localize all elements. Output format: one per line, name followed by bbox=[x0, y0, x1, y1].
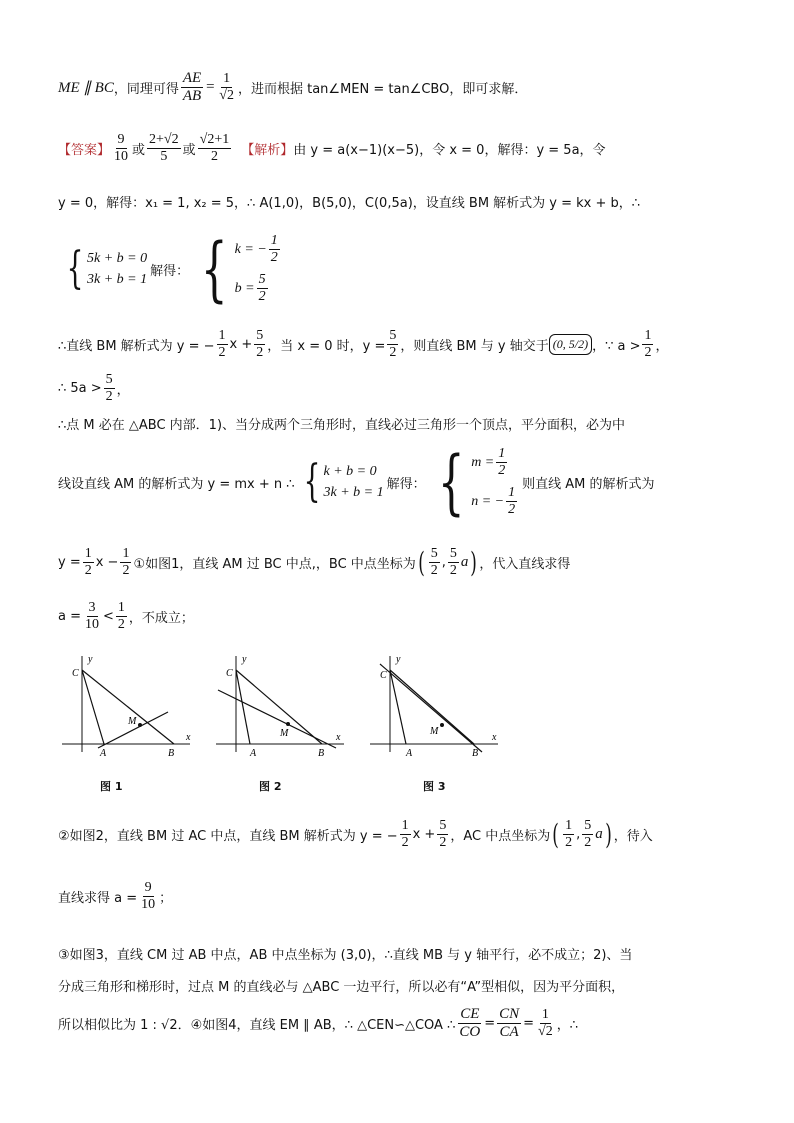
fig2-caption: 图 2 bbox=[259, 780, 282, 793]
line-10: a = $\frac{3}{10}$ < $\frac{1}{2}$ ，不成立； bbox=[58, 600, 194, 633]
svg-text:B: B bbox=[168, 748, 175, 759]
svg-text:A: A bbox=[100, 748, 107, 759]
svg-text:x: x bbox=[336, 732, 341, 743]
fraction-one-root2: $\frac{1}{√2}$ bbox=[219, 71, 234, 104]
svg-text:M: M bbox=[430, 726, 439, 737]
line-9: y = $\frac{1}{2}$ x − $\frac{1}{2}$ ①如图1，直线 AM 过 BC 中点,，BC 中点坐标为 ( $\frac{5}{2}$ , $\frac{5}{2}$ a ) ，代入直线求得 bbox=[58, 545, 571, 579]
line-8: 线设直线 AM 的解析式为 y = mx + n ∴ { k + b = 0 3k + b = 1 解得： { m = $\frac{1}{2}$ n = − $\frac{1}{2}$ 则直线 AM 的解析式为 bbox=[58, 441, 655, 524]
solution-system-2: { m = $\frac{1}{2}$ n = − $\frac{1}{2}$ bbox=[437, 441, 516, 524]
fig3-caption: 图 3 bbox=[423, 780, 446, 793]
answer-fraction-2: $\frac{2+√2}{5}$ bbox=[149, 132, 179, 165]
svg-text:C: C bbox=[380, 670, 387, 681]
line-1: ME ∥ BC ，同理可得 $\frac{AE}{AB}$ = $\frac{1}{√2}$ ，进而根据 tan∠MEN = tan∠CBO，即可求解． bbox=[58, 70, 528, 105]
svg-text:C: C bbox=[226, 668, 233, 679]
line-13: ③如图3，直线 CM 过 AB 中点，AB 中点坐标为 (3,0)，∴直线 MB 与 y 轴平行，必不成立；2)、当 bbox=[58, 948, 633, 963]
figure-1 bbox=[58, 652, 198, 762]
analysis-tag: 【解析】 bbox=[241, 143, 294, 159]
svg-text:x: x bbox=[492, 732, 497, 743]
equation-system-2: { k + b = 0 3k + b = 1 bbox=[303, 456, 384, 508]
svg-text:A: A bbox=[406, 748, 413, 759]
svg-text:x: x bbox=[186, 732, 191, 743]
fraction-ce-co: $\frac{CE}{CO}$ bbox=[459, 1006, 481, 1041]
figure-2 bbox=[212, 652, 352, 762]
svg-text:M: M bbox=[280, 728, 289, 739]
fig1-caption: 图 1 bbox=[100, 780, 123, 793]
line-7: ∴点 M 必在 △ABC 内部．1)、当分成两个三角形时，直线必过三角形一个顶点，平分面积，必为中 bbox=[58, 418, 626, 433]
svg-text:M: M bbox=[128, 716, 137, 727]
line-11: ②如图2，直线 BM 过 AC 中点，直线 BM 解析式为 y = − $\frac{1}{2}$ x + $\frac{5}{2}$ ，AC 中点坐标为 ( $\frac{1}{2}$ , $\frac{5}{2}$ a ) ，待入 bbox=[58, 817, 653, 851]
tan-text: ，进而根据 tan∠MEN = tan∠CBO，即可求解． bbox=[237, 82, 528, 98]
fraction-ae-ab: $\frac{AE}{AB}$ bbox=[182, 70, 202, 105]
line-5: ∴直线 BM 解析式为 y = − $\frac{1}{2}$ x + $\frac{5}{2}$ ，当 x = 0 时，y = $\frac{5}{2}$ ，则直线 BM 与 y 轴交于 (0, 5/2) ，∵ a > $\frac{1}{2}$ ， bbox=[58, 328, 669, 361]
answer-fraction-3: $\frac{√2+1}{2}$ bbox=[199, 132, 230, 165]
svg-text:B: B bbox=[318, 748, 325, 759]
fraction-one-root2-b: $\frac{1}{√2}$ bbox=[538, 1007, 553, 1040]
me-parallel-bc: ME ∥ BC bbox=[58, 80, 114, 97]
answer-line: 【答案】 $\frac{9}{10}$ 或 $\frac{2+√2}{5}$ 或 $\frac{√2+1}{2}$ 【解析】 由 y = a(x−1)(x−5)，令 x = 0，解得：y = 5a，令 bbox=[58, 132, 606, 165]
same-reason-text: ，同理可得 bbox=[113, 82, 179, 98]
svg-text:B: B bbox=[472, 748, 479, 759]
analysis-text: 由 y = a(x−1)(x−5)，令 x = 0，解得：y = 5a，令 bbox=[293, 143, 606, 159]
fraction-cn-ca: $\frac{CN}{CA}$ bbox=[499, 1006, 520, 1041]
figure-3 bbox=[366, 652, 506, 762]
system-1-line: { 5k + b = 0 3k + b = 1 解得： { k = − $\frac{1}{2}$ b = $\frac{5}{2}$ bbox=[58, 233, 285, 305]
answer-tag: 【答案】 bbox=[58, 143, 111, 159]
line-15: 所以相似比为 1 : √2．④如图4，直线 EM ∥ AB，∴ △CEN∽△COA ∴ $\frac{CE}{CO}$ = $\frac{CN}{CA}$ = $\frac{1}{√2}$ ，∴ bbox=[58, 1006, 578, 1041]
line-12: 直线求得 a = $\frac{9}{10}$ ； bbox=[58, 880, 173, 913]
equation-system-1: { 5k + b = 0 3k + b = 1 bbox=[66, 243, 148, 295]
answer-fraction-1: $\frac{9}{10}$ bbox=[114, 132, 129, 165]
svg-text:A: A bbox=[250, 748, 257, 759]
line-6: ∴ 5a > $\frac{5}{2}$ ， bbox=[58, 372, 130, 405]
svg-text:y: y bbox=[242, 654, 247, 665]
solution-system-1: { k = − $\frac{1}{2}$ b = $\frac{5}{2}$ bbox=[201, 228, 278, 311]
fig1-y-label: y bbox=[88, 654, 93, 665]
svg-text:y: y bbox=[396, 654, 401, 665]
y-intercept-point: (0, 5/2) bbox=[549, 334, 592, 355]
line-3: y = 0，解得：x₁ = 1, x₂ = 5，∴ A(1,0)，B(5,0)，C(0,5a)，设直线 BM 解析式为 y = kx + b，∴ bbox=[58, 196, 641, 211]
svg-text:C: C bbox=[72, 668, 79, 679]
line-14: 分成三角形和梯形时，过点 M 的直线必与 △ABC 一边平行，所以必有“A”型相似，因为平分面积， bbox=[58, 980, 625, 995]
